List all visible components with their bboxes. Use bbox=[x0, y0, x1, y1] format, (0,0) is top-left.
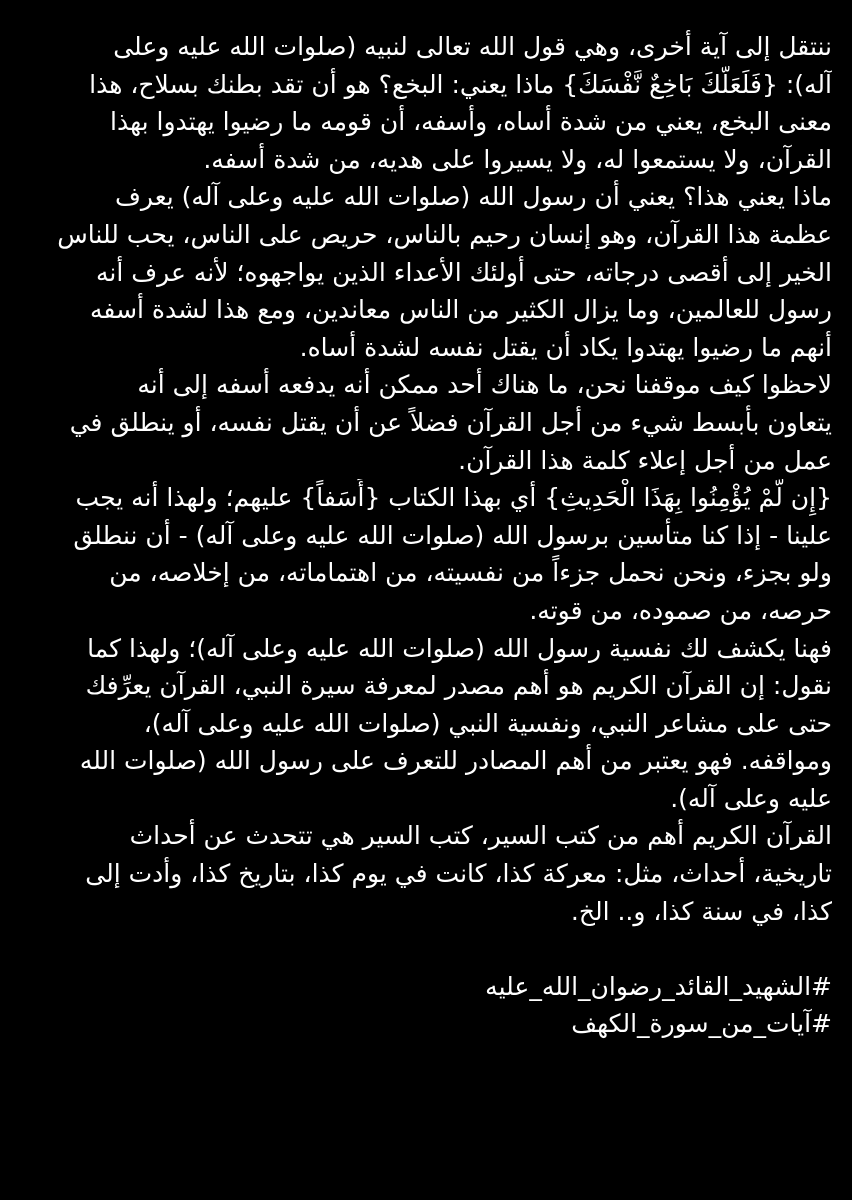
text-line: لاحظوا كيف موقفنا نحن، ما هناك أحد ممكن أنه يدفعه أسفه إلى أنه bbox=[137, 370, 832, 400]
text-line: عمل من أجل إعلاء كلمة هذا القرآن. bbox=[458, 445, 832, 475]
hashtag-list bbox=[20, 968, 832, 1043]
text-line: {إِن لَّمْ يُؤْمِنُوا بِهَذَا الْحَدِيثِ} أي بهذا الكتاب {أَسَفاً} عليهم؛ ولهذا أنه يجب bbox=[75, 483, 832, 513]
text-line: يتعاون بأبسط شيء من أجل القرآن فضلاً عن أن يقتل نفسه، أو ينطلق في bbox=[69, 407, 832, 437]
paragraph-3 bbox=[20, 366, 832, 479]
text-line: الخير إلى أقصى درجاته، حتى أولئك الأعداء الذين يواجهوه؛ لأنه عرف أنه bbox=[96, 257, 832, 287]
paragraph-2 bbox=[20, 178, 832, 366]
paragraph-4 bbox=[20, 479, 832, 629]
text-line: عليه وعلى آله). bbox=[670, 783, 832, 813]
text-line: القرآن، ولا يستمعوا له، ولا يسيروا على هديه، من شدة أسفه. bbox=[203, 144, 832, 174]
text-line: معنى البخع، يعني من شدة أساه، وأسفه، أن قومه ما رضيوا يهتدوا بهذا bbox=[110, 107, 832, 137]
text-line: ولو بجزء، ونحن نحمل جزءاً من نفسيته، من اهتماماته، من إخلاصه، من bbox=[109, 558, 832, 588]
text-line: حتى على مشاعر النبي، ونفسية النبي (صلوات الله عليه وعلى آله)، bbox=[143, 708, 832, 738]
text-line: فهنا يكشف لك نفسية رسول الله (صلوات الله عليه وعلى آله)؛ ولهذا كما bbox=[87, 633, 832, 663]
document-page bbox=[20, 28, 832, 1043]
paragraph-1 bbox=[20, 28, 832, 178]
text-line: عظمة هذا القرآن، وهو إنسان رحيم بالناس، حريص على الناس، يحب للناس bbox=[57, 219, 832, 249]
paragraph-6 bbox=[20, 817, 832, 930]
text-line: ماذا يعني هذا؟ يعني أن رسول الله (صلوات الله عليه وعلى آله) يعرف bbox=[114, 182, 832, 212]
text-line: رسول للعالمين، وما يزال الكثير من الناس معاندين، ومع هذا لشدة أسفه bbox=[90, 295, 832, 325]
text-line: ننتقل إلى آية أخرى، وهي قول الله تعالى لنبيه (صلوات الله عليه وعلى bbox=[113, 32, 832, 61]
hashtag[interactable]: #الشهيد_القائد_رضوان_الله_عليه bbox=[485, 971, 832, 1001]
text-line: كذا، في سنة كذا، و.. الخ. bbox=[570, 896, 832, 926]
paragraph-5 bbox=[20, 630, 832, 818]
text-line: ومواقفه. فهو يعتبر من أهم المصادر للتعرف على رسول الله (صلوات الله bbox=[79, 746, 832, 776]
text-line: آله): {فَلَعَلَّكَ بَاخِعٌ نَّفْسَكَ} ماذا يعني: البخع؟ هو أن تقد بطنك بسلاح، هذا bbox=[89, 69, 832, 99]
text-line: تاريخية، أحداث، مثل: معركة كذا، كانت في يوم كذا، بتاريخ كذا، وأدت إلى bbox=[85, 859, 832, 889]
text-line: نقول: إن القرآن الكريم هو أهم مصدر لمعرفة سيرة النبي، القرآن يعرِّفك bbox=[85, 671, 832, 701]
text-line: القرآن الكريم أهم من كتب السير، كتب السير هي تتحدث عن أحداث bbox=[129, 821, 832, 851]
blank-line bbox=[20, 930, 832, 968]
text-line: حرصه، من صموده، من قوته. bbox=[529, 595, 832, 625]
text-line: أنهم ما رضيوا يهتدوا يكاد أن يقتل نفسه لشدة أساه. bbox=[299, 332, 832, 362]
hashtag[interactable]: #آيات_من_سورة_الكهف bbox=[571, 1009, 832, 1039]
text-line: علينا - إذا كنا متأسين برسول الله (صلوات الله عليه وعلى آله) - أن ننطلق bbox=[73, 520, 832, 550]
